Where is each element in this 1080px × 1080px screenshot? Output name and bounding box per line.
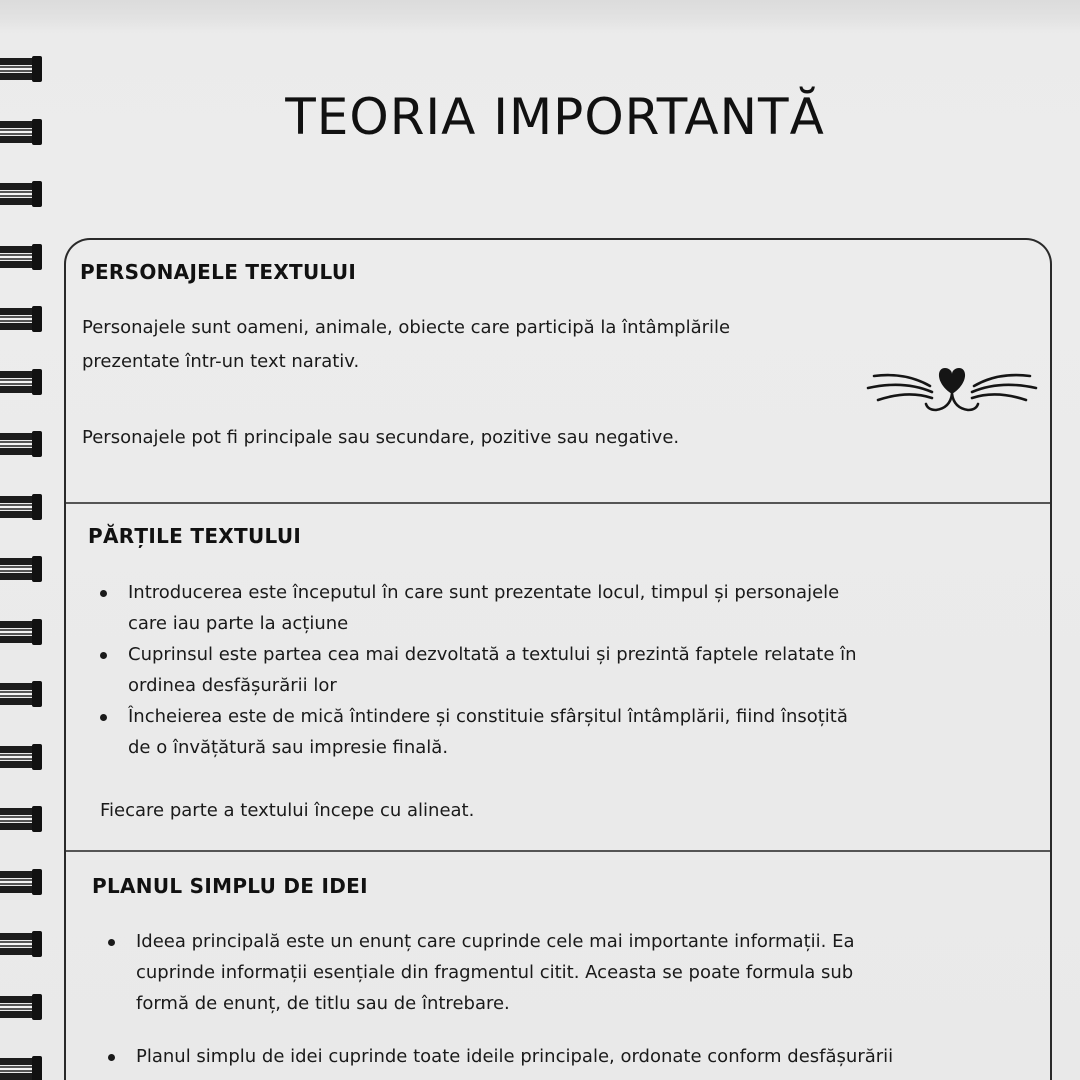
section-note: Fiecare parte a textului începe cu alineat. [100, 800, 475, 821]
bullet-icon [108, 939, 115, 946]
paragraph: prezentate într-un text narativ. [82, 351, 360, 372]
spiral-ring [0, 556, 44, 582]
list-item: Încheierea este de mică întindere și constituie sfârșitul întâmplării, fiind însoțită de o învățătură sau impresie finală. [98, 701, 857, 763]
spiral-ring [0, 619, 44, 645]
bullet-icon [100, 590, 107, 597]
page-edge-shadow [0, 0, 1080, 34]
spiral-ring [0, 744, 44, 770]
paragraph: Personajele pot fi principale sau secundare, pozitive sau negative. [82, 427, 680, 448]
bullet-icon [100, 652, 107, 659]
spiral-ring [0, 56, 44, 82]
spiral-ring [0, 181, 44, 207]
section-planul [66, 850, 1050, 1080]
cat-face-icon [866, 360, 1038, 420]
spiral-ring [0, 681, 44, 707]
section-heading: PĂRȚILE TEXTULUI [88, 524, 302, 548]
list-item: Planul simplu de idei cuprinde toate ideile principale, ordonate conform desfășurării [106, 1041, 893, 1072]
paragraph: Personajele sunt oameni, animale, obiecte care participă la întâmplările [82, 317, 731, 338]
spiral-ring [0, 994, 44, 1020]
bullet-list [98, 577, 857, 763]
spiral-binding [0, 0, 56, 1080]
section-heading: PERSONAJELE TEXTULUI [80, 260, 357, 284]
section-heading: PLANUL SIMPLU DE IDEI [92, 874, 368, 898]
list-item: Ideea principală este un enunț care cuprinde cele mai importante informații. Ea cuprinde informații esențiale din fragmentul citit. Aceasta se poate formula sub formă de enunț, de titlu sau de întrebare. [106, 926, 893, 1019]
list-item: Cuprinsul este partea cea mai dezvoltată a textului și prezintă faptele relatate în ordinea desfășurării lor [98, 639, 857, 701]
spiral-ring [0, 494, 44, 520]
spiral-ring [0, 869, 44, 895]
spiral-ring [0, 431, 44, 457]
spiral-ring [0, 931, 44, 957]
page-title: TEORIA IMPORTANTĂ [285, 88, 825, 146]
spiral-ring [0, 306, 44, 332]
spiral-ring [0, 244, 44, 270]
spiral-ring [0, 1056, 44, 1080]
section-partile [66, 502, 1050, 852]
bullet-icon [100, 714, 107, 721]
spiral-ring [0, 806, 44, 832]
bullet-list [106, 926, 893, 1072]
list-item: Introducerea este începutul în care sunt prezentate locul, timpul și personajele care iau parte la acțiune [98, 577, 857, 639]
spiral-ring [0, 369, 44, 395]
bullet-icon [108, 1054, 115, 1061]
